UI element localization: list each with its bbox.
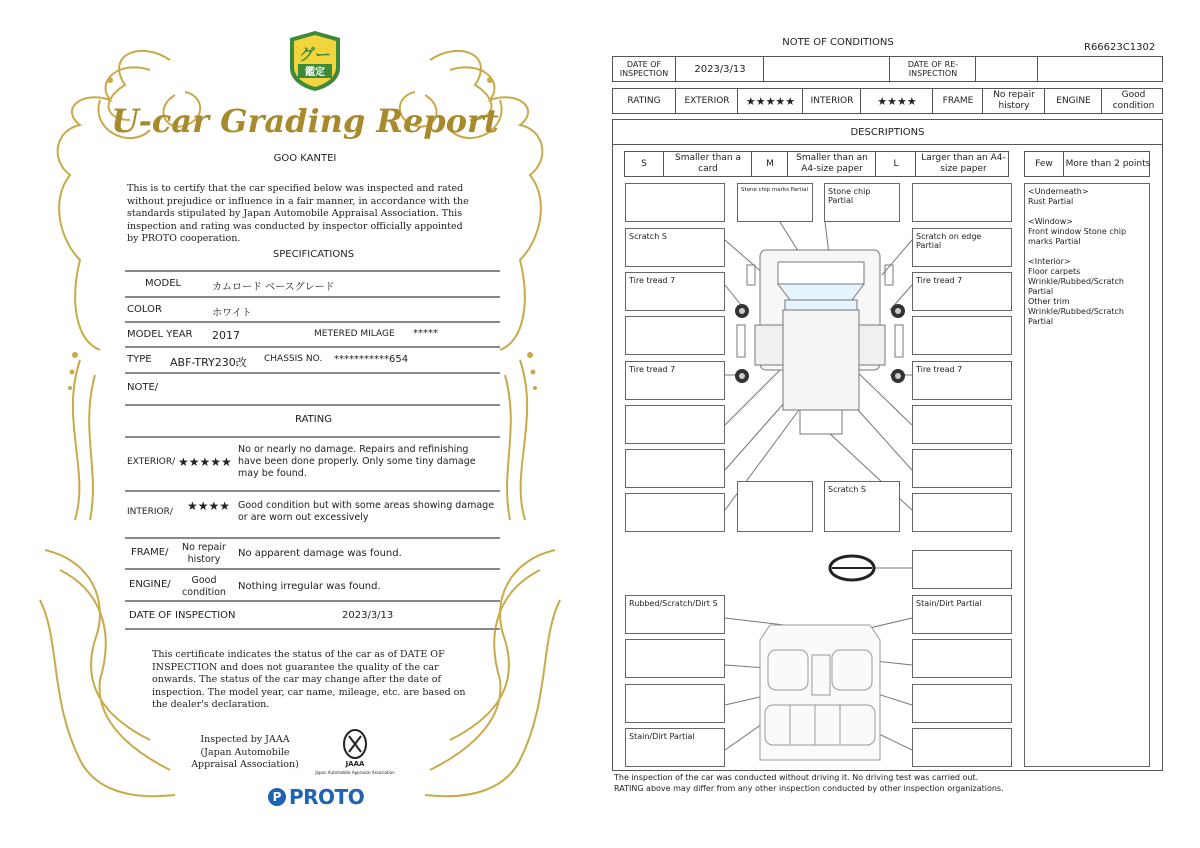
engine-value-cond: Good condition (1101, 89, 1165, 113)
rating-label: RATING (627, 95, 661, 106)
note-box-r6 (912, 405, 1012, 444)
model-value: カムロード ベースグレード (212, 282, 335, 293)
report-subtitle: GOO KANTEI (273, 153, 337, 164)
exterior-label: EXTERIOR/ (127, 457, 176, 467)
interior-stars-cond: ★★★★ (860, 89, 933, 113)
note-box-ir2 (912, 639, 1012, 678)
report-title: U-car Grading Report (111, 102, 499, 140)
legend-s: S (641, 158, 647, 169)
color-value: ホワイト (212, 308, 252, 319)
footer-line-1: The inspection of the car was conducted without driving it. No driving test was carried out. (614, 773, 979, 782)
jaaa-caption: Japan Automobile Appraisal Association (315, 770, 395, 775)
note-label: NOTE/ (127, 382, 159, 393)
model-year-label: MODEL YEAR (127, 329, 193, 340)
color-label: COLOR (127, 304, 162, 315)
svg-text:鑑定: 鑑定 (305, 67, 325, 78)
note-box-stone-chip-marks (737, 183, 813, 222)
inspection-date-value: 2023/3/13 (342, 610, 394, 621)
engine-value: Good condition (182, 575, 226, 598)
note-box-il2 (625, 639, 725, 678)
milage-value: ***** (413, 328, 438, 339)
interior-note-2: Other trim Wrinkle/Rubbed/Scratch Partial (1028, 297, 1124, 326)
note-box-il3 (625, 684, 725, 723)
note-of-conditions (600, 0, 1200, 848)
note-box-scratch-left (625, 228, 725, 267)
reinspection-label: DATE OF RE-INSPECTION (889, 57, 976, 81)
note-scratch-rear: Scratch S (828, 485, 866, 494)
interior-label: INTERIOR/ (127, 507, 173, 517)
type-label: TYPE (127, 354, 152, 365)
note-box-scratch-edge (912, 228, 1012, 267)
frame-value-cond: No repair history (982, 89, 1045, 113)
legend-few: Few (1035, 158, 1053, 169)
note-box-tire-rr (912, 361, 1012, 400)
report-id: R66623C1302 (1084, 42, 1156, 53)
window-heading: <Window> (1028, 217, 1073, 226)
note-stain-left: Stain/Dirt Partial (629, 732, 695, 741)
note-box-r1 (912, 183, 1012, 222)
legend-l-desc: Larger than an A4-size paper (915, 152, 1011, 176)
exterior-label-cond: EXTERIOR (675, 89, 738, 113)
note-box-rubbed (625, 595, 725, 634)
frame-value: No repair history (182, 542, 226, 565)
model-year-value: 2017 (212, 329, 240, 342)
note-box-stain-right (912, 595, 1012, 634)
legend-m: M (751, 152, 788, 176)
note-box-r8 (912, 493, 1012, 532)
exterior-stars-cond: ★★★★★ (737, 89, 803, 113)
exterior-desc: No or nearly no damage. Repairs and refinishing have been done properly. Only some tiny damage may be found. (238, 444, 476, 479)
legend-s-desc: Smaller than a card (663, 152, 752, 176)
interior-desc: Good condition but with some areas showing damage or are worn out excessively (238, 500, 495, 523)
note-stone-chip: Stone chip Partial (828, 187, 871, 205)
date-inspection-label: DATE OF INSPECTION (619, 60, 669, 78)
jaaa-logo-text: JAAA (345, 760, 365, 768)
underneath-heading: <Underneath> (1028, 187, 1089, 196)
note-box-ir4 (912, 728, 1012, 767)
interior-heading: <Interior> (1028, 257, 1071, 266)
proto-logo (268, 785, 364, 809)
note-box-scratch-rear (824, 481, 900, 532)
note-box-tire-fl (625, 272, 725, 311)
note-box-r4 (912, 316, 1012, 355)
interior-note-1: Floor carpets Wrinkle/Rubbed/Scratch Partial (1028, 267, 1124, 296)
steering-wheel-icon (830, 556, 874, 580)
chassis-label: CHASSIS NO. (264, 354, 323, 364)
frame-label: FRAME/ (131, 547, 169, 558)
legend-few-desc: More than 2 points (1063, 152, 1152, 176)
note-stain-right: Stain/Dirt Partial (916, 599, 982, 608)
legend-m-desc: Smaller than an A4-size paper (787, 152, 876, 176)
inspection-date-label: DATE OF INSPECTION (129, 610, 236, 621)
note-box-l1 (625, 183, 725, 222)
note-box-c-bottom-left (737, 481, 813, 532)
note-box-l6 (625, 405, 725, 444)
descriptions-heading: DESCRIPTIONS (850, 126, 925, 138)
note-box-stone-chip (824, 183, 900, 222)
interior-label-cond: INTERIOR (802, 89, 861, 113)
note-tire-rl: Tire tread 7 (629, 365, 676, 374)
proto-mark-icon: P (268, 788, 286, 806)
window-note: Front window Stone chip marks Partial (1028, 227, 1127, 246)
note-box-tire-fr (912, 272, 1012, 311)
note-box-ir3 (912, 684, 1012, 723)
goo-badge-logo (288, 30, 342, 92)
exterior-stars: ★★★★★ (178, 455, 232, 469)
disclaimer-text: This certificate indicates the status of the car as of DATE OF INSPECTION and does not guarantee the quality of the car onwards. The status of the car may change after the date of inspection. The model year, car name, mileage, etc. are based on the dealer's declaration. (152, 649, 466, 710)
spec-heading: SPECIFICATIONS (272, 249, 355, 260)
intro-text: This is to certify that the car specified below was inspected and rated without prejudice or influence in a fair manner, in accordance with the standards stipulated by Japan Automobile Appraisal Association. This inspection and rating was conducted by inspector officially appointed by PROTO cooperation. (127, 183, 469, 244)
note-box-l8 (625, 493, 725, 532)
note-box-stain-left (625, 728, 725, 767)
note-tire-rr: Tire tread 7 (916, 365, 963, 374)
milage-label: METERED MILAGE (314, 329, 395, 339)
rating-heading: RATING (295, 414, 332, 425)
note-box-l4 (625, 316, 725, 355)
note-box-r7 (912, 449, 1012, 488)
date-inspection-value: 2023/3/13 (675, 57, 764, 81)
note-stone-chip-marks: Stone chip marks Partial (741, 187, 808, 193)
note-tire-fr: Tire tread 7 (916, 276, 963, 285)
legend-l: L (875, 152, 916, 176)
type-value: ABF-TRY230改 (170, 356, 247, 369)
note-box-steering (912, 550, 1012, 589)
inspected-by: Inspected by JAAA (Japan Automobile Appraisal Association) (191, 734, 299, 770)
note-scratch-edge: Scratch on edge Partial (916, 232, 982, 250)
frame-label-cond: FRAME (932, 89, 983, 113)
engine-label-cond: ENGINE (1044, 89, 1102, 113)
note-box-l7 (625, 449, 725, 488)
chassis-value: ***********654 (334, 354, 409, 365)
jaaa-logo (340, 728, 370, 760)
note-box-tire-rl (625, 361, 725, 400)
side-notes (1024, 183, 1150, 767)
engine-label: ENGINE/ (129, 579, 171, 590)
note-rubbed: Rubbed/Scratch/Dirt S (629, 599, 718, 608)
underneath-note: Rust Partial (1028, 197, 1074, 206)
engine-desc: Nothing irregular was found. (238, 581, 381, 592)
model-label: MODEL (145, 278, 182, 289)
proto-logo-text: PROTO (289, 785, 365, 809)
frame-desc: No apparent damage was found. (238, 548, 402, 559)
interior-stars: ★★★★ (187, 499, 231, 513)
note-tire-fl: Tire tread 7 (629, 276, 676, 285)
svg-text:グー: グー (298, 45, 332, 64)
conditions-title: NOTE OF CONDITIONS (782, 37, 894, 48)
note-scratch-left: Scratch S (629, 232, 667, 241)
footer-line-2: RATING above may differ from any other inspection conducted by other inspection organizations. (614, 784, 1004, 793)
